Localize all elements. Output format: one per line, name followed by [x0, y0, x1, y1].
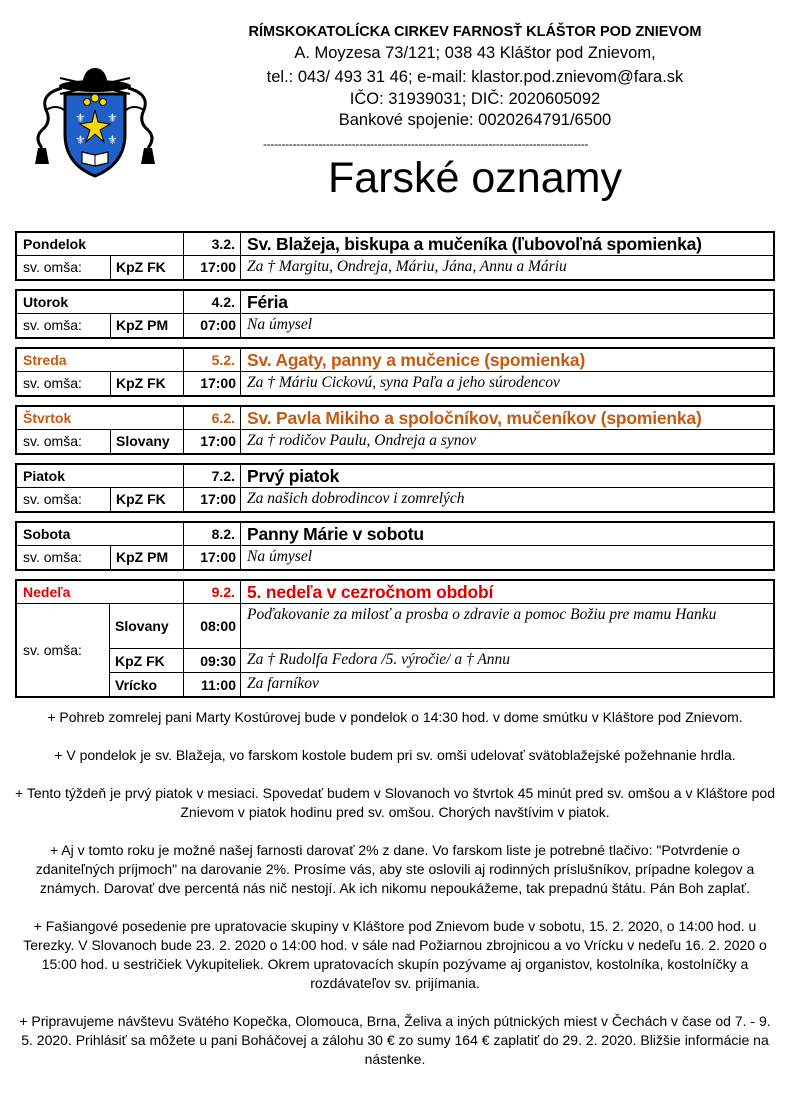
mass-intention: Na úmysel — [240, 314, 773, 337]
organization-name: RÍMSKOKATOLÍCKA CIRKEV FARNOSŤ KLÁŠTOR POD ZNIEVOM — [248, 24, 702, 40]
mass-place: Slovany — [110, 430, 183, 453]
day-date: 6.2. — [183, 407, 240, 429]
mass-intention: Za † Margitu, Ondreja, Máriu, Jána, Annu a Máriu — [240, 256, 773, 279]
mass-place: KpZ PM — [110, 314, 183, 337]
mass-intention: Poďakovanie za milosť a prosba o zdravie a pomoc Božiu pre mamu Hanku — [240, 604, 773, 648]
mass-time: 07:00 — [183, 314, 240, 337]
day-name: Streda — [23, 352, 67, 368]
day-block-friday — [15, 463, 775, 513]
day-date: 7.2. — [183, 465, 240, 487]
header-separator: ---------------------------------------------------------------------------------------- — [263, 137, 589, 151]
mass-time: 08:00 — [183, 604, 240, 648]
day-feast: Sv. Agaty, panny a mučenice (spomienka) — [240, 349, 773, 371]
day-feast: Sv. Blažeja, biskupa a mučeníka (ľubovoľná spomienka) — [240, 233, 773, 255]
day-name: Sobota — [23, 526, 71, 542]
announcement: + Pohreb zomrelej pani Marty Kostúrovej bude v pondelok o 14:30 hod. v dome smútku v Kláštore pod Znievom. — [47, 709, 743, 725]
mass-time: 09:30 — [183, 649, 240, 672]
day-name: Štvrtok — [23, 410, 72, 426]
svg-text:⚜: ⚜ — [107, 133, 118, 147]
parish-contact: tel.: 043/ 493 31 46; e-mail: klastor.pod.znievom@fara.sk — [266, 68, 684, 86]
day-date: 8.2. — [183, 523, 240, 545]
parish-coat-of-arms-icon — [30, 64, 160, 184]
day-feast: Féria — [240, 291, 773, 313]
mass-intention: Za † Máriu Cickovú, syna Paľa a jeho súrodencov — [240, 372, 773, 395]
day-feast: Panny Márie v sobotu — [240, 523, 773, 545]
mass-place: KpZ FK — [110, 256, 183, 279]
mass-intention: Za † rodičov Paulu, Ondreja a synov — [240, 430, 773, 453]
mass-place: KpZ FK — [110, 488, 183, 511]
day-feast: Sv. Pavla Mikiho a spoločníkov, mučeníkov (spomienka) — [240, 407, 773, 429]
announcement: + Tento týždeň je prvý piatok v mesiaci. Spovedať budem v Slovanoch vo štvrtok 45 minút pred sv. omšou a v Kláštore pod Znievom v piatok hodinu pred sv. omšou. Chorých navštívim v piatok. — [15, 785, 775, 820]
day-date: 5.2. — [183, 349, 240, 371]
day-date: 3.2. — [183, 233, 240, 255]
mass-time: 17:00 — [183, 430, 240, 453]
announcement: + V pondelok je sv. Blažeja, vo farskom kostole budem pri sv. omši udelovať svätoblažejské požehnanie hrdla. — [54, 747, 736, 763]
day-name: Nedeľa — [23, 584, 71, 600]
mass-label: sv. omša: — [23, 259, 82, 275]
svg-text:⚜: ⚜ — [75, 133, 86, 147]
page-title: Farské oznamy — [328, 154, 622, 202]
mass-intention: Za † Rudolfa Fedora /5. výročie/ a † Annu — [240, 649, 773, 672]
mass-place: KpZ PM — [110, 546, 183, 569]
day-block-wednesday — [15, 347, 775, 397]
day-block-sunday — [15, 579, 775, 698]
mass-time: 17:00 — [183, 256, 240, 279]
mass-label: sv. omša: — [17, 604, 110, 696]
mass-time: 17:00 — [183, 372, 240, 395]
day-feast: 5. nedeľa v cezročnom období — [240, 581, 773, 603]
day-name: Pondelok — [23, 236, 87, 252]
mass-time: 11:00 — [183, 673, 240, 696]
mass-label: sv. omša: — [23, 491, 82, 507]
day-block-saturday — [15, 521, 775, 571]
parish-bank: Bankové spojenie: 0020264791/6500 — [338, 111, 612, 129]
mass-place: Slovany — [115, 618, 169, 634]
mass-place: Vrícko — [115, 676, 158, 693]
mass-time: 17:00 — [183, 546, 240, 569]
day-name: Piatok — [23, 468, 66, 484]
mass-intention: Na úmysel — [240, 546, 773, 569]
day-block-tuesday — [15, 289, 775, 339]
mass-intention: Za farníkov — [240, 673, 773, 696]
parish-address: A. Moyzesa 73/121; 038 43 Kláštor pod Znievom, — [294, 44, 656, 62]
mass-time: 17:00 — [183, 488, 240, 511]
svg-text:⚜: ⚜ — [75, 111, 86, 125]
announcement: + Aj v tomto roku je možné našej farnosti darovať 2% z dane. Vo farskom liste je potrebné tlačivo: "Potvrdenie o zdaniteľných príjmoch" na darovanie 2%. Prosíme vás, aby ste oslovili aj rodinných príslušníkov, prípadne kolegov a známych. Darovať dve percentá nás nič nestojí. Ak ich nikomu nepoukážeme, tak prepadnú štátu. Pán Boh zaplať. — [35, 842, 755, 896]
day-name: Utorok — [23, 294, 69, 310]
mass-label: sv. omša: — [23, 317, 82, 333]
parish-ids: IČO: 31939031; DIČ: 2020605092 — [349, 90, 601, 108]
announcement: + Pripravujeme návštevu Svätého Kopečka, Olomouca, Brna, Želiva a iných pútnických miest v Čechách v čase od 7. - 9. 5. 2020. Prihlásiť sa môžete u pani Boháčovej a zálohu 30 € zo sumy 164 € zaplatiť do 29. 2. 2020. Bližšie informácie na nástenke. — [19, 1013, 771, 1067]
mass-label: sv. omša: — [23, 549, 82, 565]
mass-label: sv. omša: — [23, 375, 82, 391]
mass-label: sv. omša: — [23, 433, 82, 449]
day-date: 9.2. — [183, 581, 240, 603]
mass-place: KpZ FK — [115, 652, 165, 669]
announcements — [14, 708, 776, 1088]
mass-place: KpZ FK — [110, 372, 183, 395]
day-block-monday — [15, 231, 775, 281]
day-block-thursday — [15, 405, 775, 455]
day-feast: Prvý piatok — [240, 465, 773, 487]
day-date: 4.2. — [183, 291, 240, 313]
announcement: + Fašiangové posedenie pre upratovacie skupiny v Kláštore pod Znievom bude v sobotu, 15. 2. 2020, o 14:00 hod. u Terezky. V Slovanoch bude 23. 2. 2020 o 14:00 hod. v sále nad Požiarnou zbrojnicou a vo Vrícku v nedeľu 16. 2. 2020 o 15:00 hod. u sestričiek Vykupiteliek. Okrem upratovacích skupín pozývame aj organistov, kostolníka, kostolníčky a rozdávateľov sv. prijímania. — [23, 918, 767, 991]
svg-text:⚜: ⚜ — [107, 111, 118, 125]
mass-intention: Za našich dobrodincov i zomrelých — [240, 488, 773, 511]
